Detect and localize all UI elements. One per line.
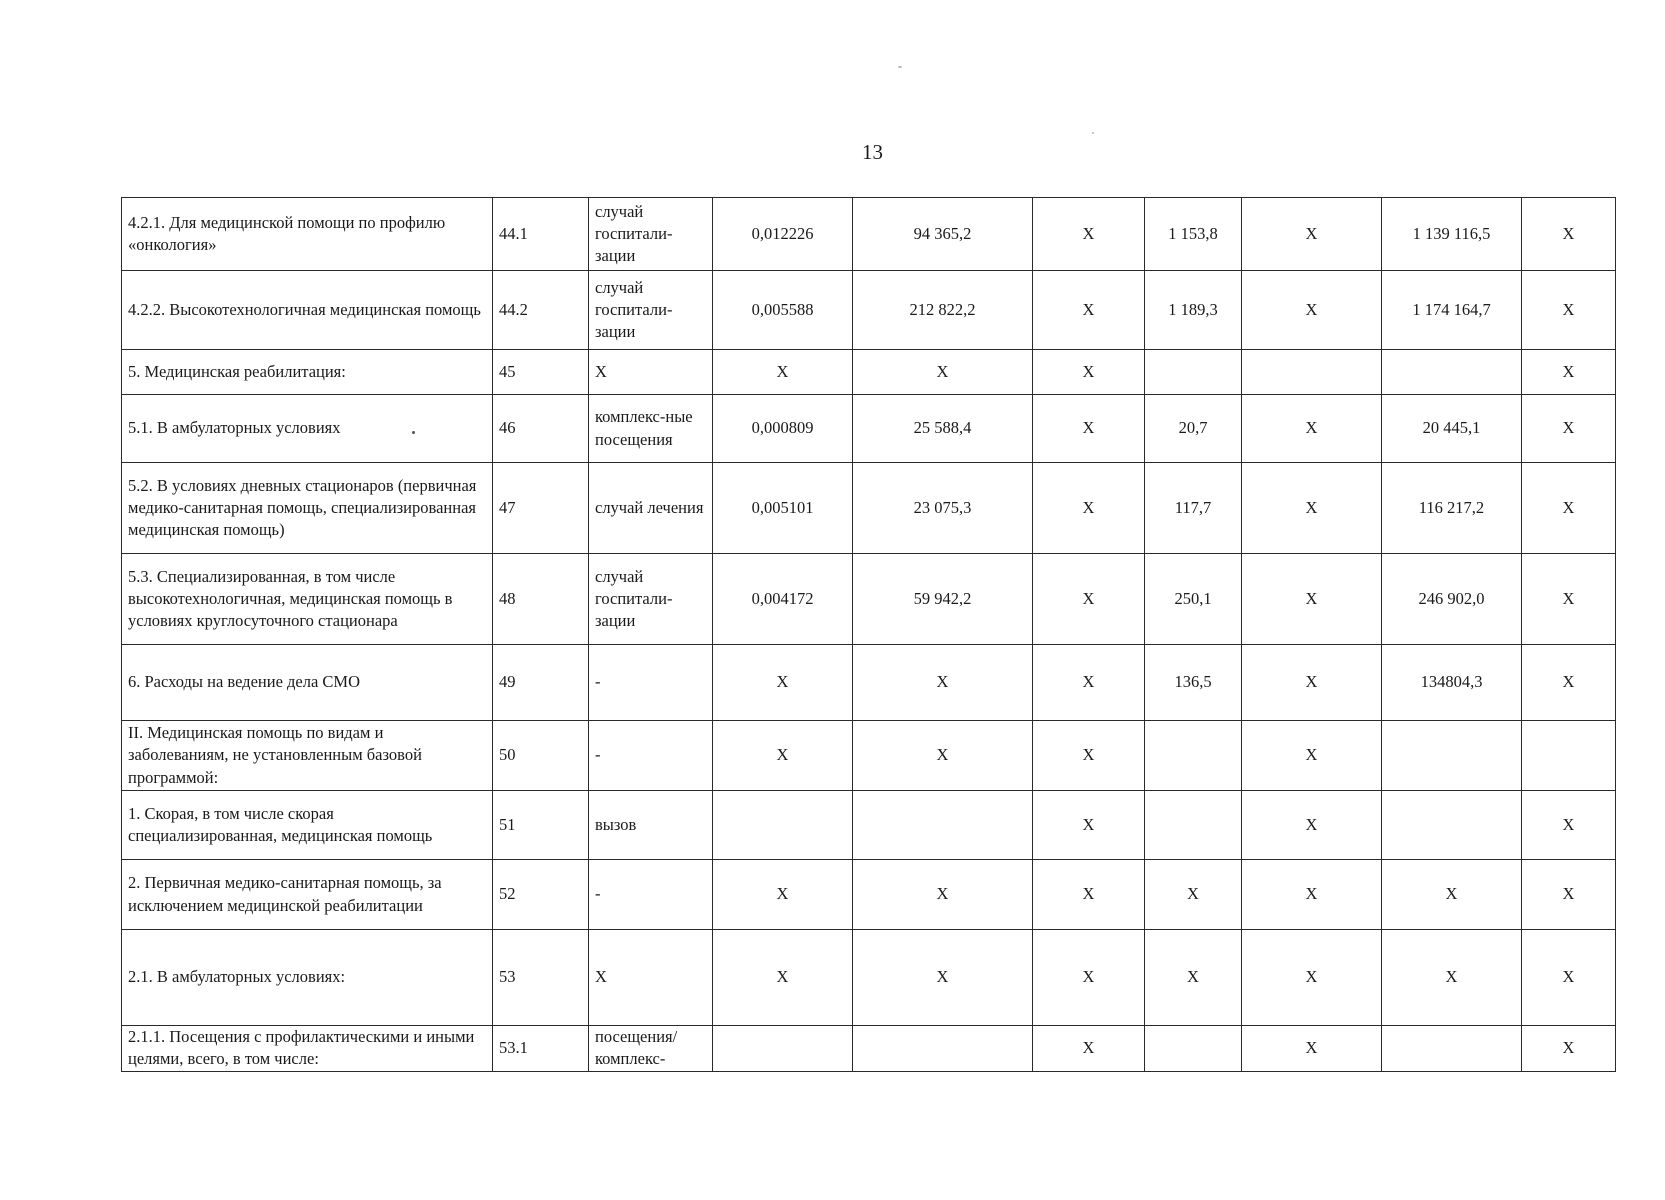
table-row xyxy=(122,860,1616,930)
row-value-4: 250,1 xyxy=(1145,554,1242,645)
row-value-7: Х xyxy=(1522,554,1616,645)
row-code: 45 xyxy=(493,350,589,395)
row-value-4: Х xyxy=(1145,860,1242,930)
row-name: 1. Скорая, в том числе скорая специализированная, медицинская помощь xyxy=(122,791,493,860)
row-name: 6. Расходы на ведение дела СМО xyxy=(122,645,493,721)
row-code: 51 xyxy=(493,791,589,860)
row-code: 48 xyxy=(493,554,589,645)
row-value-1: 0,005101 xyxy=(713,463,853,554)
row-value-5: Х xyxy=(1242,645,1382,721)
row-value-2: Х xyxy=(853,860,1033,930)
row-value-3: Х xyxy=(1033,395,1145,463)
table-row xyxy=(122,198,1616,271)
row-value-3: Х xyxy=(1033,463,1145,554)
row-name: 5. Медицинская реабилитация: xyxy=(122,350,493,395)
row-value-1: 0,005588 xyxy=(713,271,853,350)
row-code: 53 xyxy=(493,930,589,1026)
row-value-4: Х xyxy=(1145,930,1242,1026)
row-value-3: Х xyxy=(1033,645,1145,721)
row-value-2: 23 075,3 xyxy=(853,463,1033,554)
row-value-5 xyxy=(1242,350,1382,395)
row-name: 2. Первичная медико-санитарная помощь, за исключением медицинской реабилитации xyxy=(122,860,493,930)
row-value-6 xyxy=(1382,791,1522,860)
table-row xyxy=(122,721,1616,791)
row-name: 4.2.1. Для медицинской помощи по профилю «онкология» xyxy=(122,198,493,271)
row-value-5: Х xyxy=(1242,860,1382,930)
row-value-6: 1 139 116,5 xyxy=(1382,198,1522,271)
row-value-1: 0,004172 xyxy=(713,554,853,645)
row-value-1 xyxy=(713,1026,853,1072)
row-value-4 xyxy=(1145,1026,1242,1072)
table-row xyxy=(122,1026,1616,1072)
row-name: 2.1.1. Посещения с профилактическими и иными целями, всего, в том числе: xyxy=(122,1026,493,1072)
row-name: 5.3. Специализированная, в том числе высокотехнологичная, медицинская помощь в условиях круглосуточного стационара xyxy=(122,554,493,645)
row-value-3: Х xyxy=(1033,554,1145,645)
row-value-4: 1 189,3 xyxy=(1145,271,1242,350)
row-value-3: Х xyxy=(1033,1026,1145,1072)
row-unit: случай госпитали-зации xyxy=(589,554,713,645)
row-unit: случай лечения xyxy=(589,463,713,554)
row-value-6 xyxy=(1382,721,1522,791)
row-value-2 xyxy=(853,791,1033,860)
row-value-7: Х xyxy=(1522,395,1616,463)
row-value-5: Х xyxy=(1242,271,1382,350)
row-unit: вызов xyxy=(589,791,713,860)
row-value-2: Х xyxy=(853,721,1033,791)
scan-speck xyxy=(412,431,415,434)
row-unit: - xyxy=(589,721,713,791)
row-name: 4.2.2. Высокотехнологичная медицинская помощь xyxy=(122,271,493,350)
row-value-3: Х xyxy=(1033,198,1145,271)
row-value-7: Х xyxy=(1522,271,1616,350)
row-value-2: 212 822,2 xyxy=(853,271,1033,350)
row-value-7: Х xyxy=(1522,791,1616,860)
row-value-7: Х xyxy=(1522,350,1616,395)
row-value-1: Х xyxy=(713,860,853,930)
row-value-5: Х xyxy=(1242,1026,1382,1072)
row-value-1: Х xyxy=(713,350,853,395)
row-value-7: Х xyxy=(1522,645,1616,721)
row-value-3: Х xyxy=(1033,721,1145,791)
row-value-5: Х xyxy=(1242,930,1382,1026)
row-value-3: Х xyxy=(1033,271,1145,350)
row-code: 53.1 xyxy=(493,1026,589,1072)
row-value-6: 246 902,0 xyxy=(1382,554,1522,645)
row-unit: Х xyxy=(589,350,713,395)
row-unit: посещения/ комплекс- xyxy=(589,1026,713,1072)
row-value-3: Х xyxy=(1033,791,1145,860)
row-value-4 xyxy=(1145,791,1242,860)
row-value-5: Х xyxy=(1242,554,1382,645)
row-unit: - xyxy=(589,645,713,721)
row-value-4: 1 153,8 xyxy=(1145,198,1242,271)
row-value-2: Х xyxy=(853,350,1033,395)
row-code: 46 xyxy=(493,395,589,463)
row-name: 5.1. В амбулаторных условиях xyxy=(122,395,493,463)
table-row xyxy=(122,350,1616,395)
row-value-1: Х xyxy=(713,930,853,1026)
data-table xyxy=(121,197,1616,1072)
row-value-2 xyxy=(853,1026,1033,1072)
row-value-2: 94 365,2 xyxy=(853,198,1033,271)
scan-speck xyxy=(898,66,902,68)
scan-speck xyxy=(1092,132,1094,134)
row-value-1: Х xyxy=(713,645,853,721)
row-value-1: Х xyxy=(713,721,853,791)
row-value-3: Х xyxy=(1033,930,1145,1026)
row-value-6 xyxy=(1382,1026,1522,1072)
row-value-3: Х xyxy=(1033,350,1145,395)
row-code: 49 xyxy=(493,645,589,721)
row-code: 44.1 xyxy=(493,198,589,271)
row-value-6: 134804,3 xyxy=(1382,645,1522,721)
row-value-6: Х xyxy=(1382,860,1522,930)
table-row xyxy=(122,645,1616,721)
row-value-6 xyxy=(1382,350,1522,395)
row-name: II. Медицинская помощь по видам и заболеваниям, не установленным базовой программой: xyxy=(122,721,493,791)
table-row xyxy=(122,271,1616,350)
row-value-1 xyxy=(713,791,853,860)
row-value-3: Х xyxy=(1033,860,1145,930)
row-code: 52 xyxy=(493,860,589,930)
row-value-6: Х xyxy=(1382,930,1522,1026)
row-value-5: Х xyxy=(1242,463,1382,554)
page-number: 13 xyxy=(862,140,883,164)
row-value-5: Х xyxy=(1242,721,1382,791)
row-value-2: Х xyxy=(853,645,1033,721)
row-unit: Х xyxy=(589,930,713,1026)
table-row xyxy=(122,930,1616,1026)
table-row xyxy=(122,463,1616,554)
row-value-5: Х xyxy=(1242,791,1382,860)
row-unit: - xyxy=(589,860,713,930)
row-value-5: Х xyxy=(1242,198,1382,271)
row-value-4: 20,7 xyxy=(1145,395,1242,463)
row-value-7: Х xyxy=(1522,463,1616,554)
row-unit: случай госпитали-зации xyxy=(589,198,713,271)
row-value-2: 25 588,4 xyxy=(853,395,1033,463)
row-value-4: 136,5 xyxy=(1145,645,1242,721)
table-row xyxy=(122,791,1616,860)
row-unit: комплекс-ные посещения xyxy=(589,395,713,463)
row-code: 47 xyxy=(493,463,589,554)
row-value-2: 59 942,2 xyxy=(853,554,1033,645)
row-value-6: 116 217,2 xyxy=(1382,463,1522,554)
row-value-4 xyxy=(1145,721,1242,791)
row-value-7: Х xyxy=(1522,198,1616,271)
row-code: 44.2 xyxy=(493,271,589,350)
row-value-1: 0,012226 xyxy=(713,198,853,271)
row-value-4: 117,7 xyxy=(1145,463,1242,554)
row-code: 50 xyxy=(493,721,589,791)
row-value-7: Х xyxy=(1522,1026,1616,1072)
row-value-6: 1 174 164,7 xyxy=(1382,271,1522,350)
row-value-6: 20 445,1 xyxy=(1382,395,1522,463)
row-unit: случай госпитали-зации xyxy=(589,271,713,350)
row-value-5: Х xyxy=(1242,395,1382,463)
table-row xyxy=(122,554,1616,645)
row-value-7: Х xyxy=(1522,930,1616,1026)
row-name: 5.2. В условиях дневных стационаров (первичная медико-санитарная помощь, специализированная медицинская помощь) xyxy=(122,463,493,554)
row-name: 2.1. В амбулаторных условиях: xyxy=(122,930,493,1026)
table-row xyxy=(122,395,1616,463)
row-value-2: Х xyxy=(853,930,1033,1026)
row-value-1: 0,000809 xyxy=(713,395,853,463)
row-value-4 xyxy=(1145,350,1242,395)
row-value-7 xyxy=(1522,721,1616,791)
row-value-7: Х xyxy=(1522,860,1616,930)
